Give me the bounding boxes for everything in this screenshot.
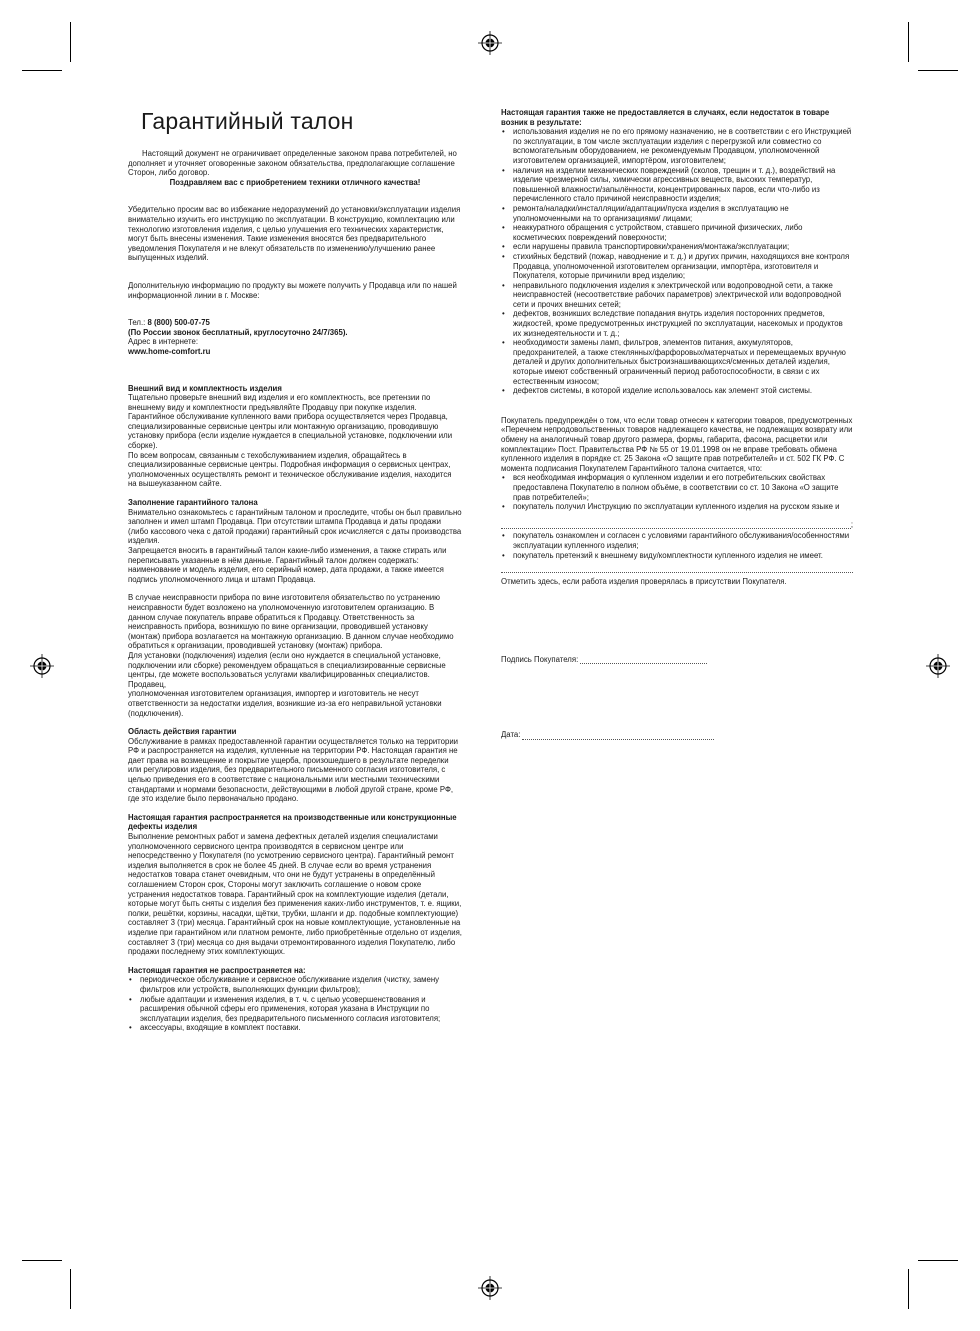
phone-line	[128, 318, 462, 328]
list-item: • необходимости замены ламп, фильтров, элементов питания, аккумуляторов, предохранителей, а также стеклянных/фарфоровых/матерчатых и перемещаемых вручную деталей и других дополнительных быстроизнашивающихся/сменных деталей изделия, которые имеют собственный ограниченный период работоспособности, в связи с их естественным износом;	[513, 338, 853, 386]
buyer-paragraph: Покупатель предупреждён о том, что если товар отнесен к категории товаров, предусмотренных «Перечнем непродовольственных товаров надлежащего качества, не подлежащих возврату или обмену на аналогичный товар другого размера, формы, габарита, фасона, расцветки или комплектации» Пост. Правительства РФ № 55 от 19.01.1998 он не вправе требовать обмена купленного изделия в порядке ст. 25 Закона «О защите прав потребителей» и ст. 502 ГК РФ. С момента подписания Покупателем Гарантийного талона считается, что:	[501, 415, 853, 473]
check-dotted-line[interactable]	[501, 560, 853, 573]
not-covered-heading: Настоящая гарантия не распространяется на:	[128, 965, 306, 975]
not-provided-list	[501, 127, 853, 396]
section-heading: Настоящая гарантия распространяется на производственные или конструкционные дефекты изделия	[128, 812, 457, 832]
list-item: • дефектов системы, в которой изделие использовалось как элемент этой системы.	[513, 386, 853, 396]
crop-mark	[22, 70, 62, 71]
right-column	[501, 108, 853, 740]
signature-label: Подпись Покупателя:	[501, 654, 579, 664]
crop-mark	[70, 1269, 71, 1309]
crop-mark	[908, 1269, 909, 1309]
web-address: www.home-comfort.ru	[128, 346, 211, 356]
congrats-text: Поздравляем вас с приобретением техники отличного качества!	[169, 177, 421, 187]
registration-mark-icon	[478, 31, 502, 55]
section-paragraph: уполномоченная изготовителем организация, импортер и изготовитель не несут ответственности за недостатки изделия, возникшие из-за его неправильной установки (подключения).	[128, 689, 442, 718]
list-item: • покупатель претензий к внешнему виду/комплектности купленного изделия не имеет.	[513, 551, 853, 561]
section-paragraph: Запрещается вносить в гарантийный талон какие-либо изменения, а также стирать или переписывать указанные в нём данные. Гарантийный талон должен содержать: наименование и модель изделия, его серийный номер, дата продажи, а также имеется подпись уполномоченного лица и штамп Продавца.	[128, 546, 447, 584]
crop-mark	[908, 22, 909, 62]
crop-mark	[70, 22, 71, 62]
date-dotted-line[interactable]	[522, 732, 714, 740]
list-item: • покупатель ознакомлен и согласен с условиями гарантийного обслуживания/особенностями эксплуатации купленного изделия;	[513, 531, 853, 550]
phone-number: 8 (800) 500-07-75	[147, 318, 210, 328]
registration-mark-icon	[926, 654, 950, 678]
section-paragraph: В случае неисправности прибора по вине изготовителя обязательство по устранению неисправности будет возложено на уполномоченную изготовителем организацию. В данном случае покупатель вправе обратиться к Продавцу. Ответственность за неисправность прибора, возникшую по вине организации, проводившей установку (монтаж) прибора возлагается на монтажную организацию. В данном случае необходимо обратиться к организации, проводившей установку (монтаж) прибора.	[128, 593, 454, 651]
section-paragraph: Внимательно ознакомьтесь с гарантийным талоном и проследите, чтобы он был правильно заполнен и имел штамп Продавца. При отсутствии штампа Продавца и даты продажи (либо кассового чека с датой продажи) гарантийный срок исчисляется с даты производства изделия.	[128, 507, 462, 546]
page-title: Гарантийный талон	[141, 108, 354, 134]
list-item: • использования изделия не по его прямому назначению, не в соответствии с его Инструкцией по эксплуатации, в том числе эксплуатации изделия с перегрузкой или совместно со вспомогательным оборудованием, не рекомендуемым Продавцом, уполномоченной изготовителем организацией, импортёром, изготовителем;	[513, 127, 853, 165]
section-paragraph: Для установки (подключения) изделия (если оно нуждается в специальной установке, подключении или сборке) рекомендуем обращаться в специализированные сервисные центры, где можете воспользоваться услугами квалифицированных специалистов. Продавец,	[128, 650, 446, 689]
list-item: • периодическое обслуживание и сервисное обслуживание изделия (чистку, замену фильтров или устройств, выполняющих функции фильтров);	[140, 975, 462, 994]
list-item: • стихийных бедствий (пожар, наводнение и т. д.) и других причин, находящихся вне контроля Продавца, уполномоченной изготовителем организации, импортёра, изготовителя и Покупателя, которые причинили вред изделию;	[513, 252, 853, 281]
section-paragraph: Выполнение ремонтных работ и замена дефектных деталей изделия специалистами уполномоченного сервисного центра производятся в сервисном центре или непосредственно у Покупателя (по усмотрению сервисного центра). Гарантийный ремонт изделия выполняется в срок не более 45 дней. В случае если во время устранения недостатков товара станет очевидным, что они не будут устранены в определённый соглашением Сторон срок, Стороны могут заключить соглашение о новом сроке устранения недостатков товара. Гарантийный срок на комплектующие изделия (детали, которые могут быть сняты с изделия без применения каких-либо инструментов, т. е. ящики, полки, решётки, корзины, насадки, щётки, трубки, шланги и др. подобные комплектующие) составляет 3 (три) месяца. Гарантийный срок на новые комплектующие, установленные на изделие при гарантийном или платном ремонте, либо приобретённые отдельно от изделия, составляет 3 (три) месяца со дня выдачи отремонтированного изделия Покупателю, либо продажи последнему этих комплектующих.	[128, 832, 462, 957]
section-heading: Область действия гарантии	[128, 727, 237, 737]
phone-label: Тел.:	[128, 318, 148, 328]
check-note: Отметить здесь, если работа изделия проверялась в присутствии Покупателя.	[501, 577, 787, 587]
registration-mark-icon	[30, 654, 54, 678]
web-label: Адрес в интернете:	[128, 337, 198, 347]
signature-dotted-line[interactable]	[580, 656, 707, 664]
crop-mark	[22, 1260, 62, 1261]
phone-note: (По России звонок бесплатный, круглосуточно 24/7/365).	[128, 327, 348, 337]
section-heading: Внешний вид и комплектность изделия	[128, 383, 282, 393]
date-field[interactable]	[501, 730, 853, 740]
section-paragraph: По всем вопросам, связанным с техобслуживанием изделия, обращайтесь в специализированные сервисные центры. Подробная информация о сервисных центрах, уполномоченных осуществлять ремонт и техническое обслуживание изделия, находится на вышеуказанном сайте.	[128, 450, 452, 489]
intro-text: Настоящий документ не ограничивает определенные законом права потребителей, но дополняет и уточняет оговоренные законом обязательства, предполагающие соглашение Сторон, либо договор.	[128, 149, 457, 178]
language-dotted-line[interactable]	[501, 520, 853, 530]
signature-field[interactable]	[501, 655, 853, 665]
list-item: • наличия на изделии механических повреждений (сколов, трещин и т. д.), воздействий на изделие чрезмерной силы, химически агрессивных веществ, высоких температур, повышенной влажности/запылённости, концентрированных паров, если что-либо из перечисленного стало причиной неисправности изделия;	[513, 166, 853, 204]
list-item: • если нарушены правила транспортировки/хранения/монтажа/эксплуатации;	[513, 242, 853, 252]
section-heading: Заполнение гарантийного талона	[128, 498, 258, 508]
warning-text: Убедительно просим вас во избежание недоразумений до установки/эксплуатации изделия внимательно изучить его инструкцию по эксплуатации. В конструкцию, комплектацию или технологию изготовления изделия, с целью улучшения его технических характеристик, могут быть внесены изменения. Такие изменения вносятся без предварительного уведомления Покупателя и не влекут обязательств по изменению/улучшению ранее выпущенных изделий.	[128, 205, 461, 263]
not-covered-list	[128, 975, 462, 1033]
list-item: • вся необходимая информация о купленном изделии и его потребительских свойствах предоставлена Покупателю в полном объёме, в соответствии со ст. 10 Закона «О защите прав потребителей»;	[513, 473, 853, 502]
list-item: • неправильного подключения изделия к электрической или водопроводной сети, а также неисправностей (несоответствие рабочих параметров) электрической или водопроводной сети и прочих внешних сетей;	[513, 281, 853, 310]
dotted-line-end: ;	[850, 519, 853, 529]
list-item: • любые адаптации и изменения изделия, в т. ч. с целью усовершенствования и расширения обычной сферы его применения, которая указана в Инструкции по эксплуатации изделия, без предварительного письменного согласия изготовителя;	[140, 995, 462, 1024]
list-item: • покупатель получил Инструкцию по эксплуатации купленного изделия на русском языке и	[513, 502, 853, 512]
list-item: • неаккуратного обращения с устройством, ставшего причиной физических, либо косметических повреждений поверхности;	[513, 223, 853, 242]
date-label: Дата:	[501, 730, 521, 740]
list-item: • ремонта/наладки/инсталляции/адаптации/пуска изделия в эксплуатацию не уполномоченными на то организациями/ лицами;	[513, 204, 853, 223]
left-column	[128, 108, 462, 1033]
section-paragraph: Тщательно проверьте внешний вид изделия и его комплектность, все претензии по внешнему виду и комплектности предъявляйте Продавцу при покупке изделия. Гарантийное обслуживание купленного вами прибора осуществляется через Продавца, специализированные сервисные центры или монтажную организацию, проводившую установку прибора (если изделие нуждается в специальной установке, подключении или сборке).	[128, 393, 453, 451]
buyer-list-2	[501, 531, 853, 560]
registration-mark-icon	[478, 1276, 502, 1300]
crop-mark	[918, 1260, 958, 1261]
crop-mark	[918, 70, 958, 71]
not-provided-heading: Настоящая гарантия также не предоставляется в случаях, если недостаток в товаре возник в результате:	[501, 108, 830, 127]
info-text: Дополнительную информацию по продукту вы можете получить у Продавца или по нашей информационной линии в г. Москве:	[128, 280, 457, 300]
list-item: • аксессуары, входящие в комплект поставки.	[140, 1023, 462, 1033]
buyer-list	[501, 473, 853, 511]
section-paragraph: Обслуживание в рамках предоставленной гарантии осуществляется только на территории РФ и распространяется на изделия, купленные на территории РФ. Настоящая гарантия не дает права на возмещение и покрытие ущерба, произошедшего в результате переделки или регулировки изделия, без предварительного письменного согласия изготовителя, с целью приведения его в соответствие с национальными или местными техническими стандартами и нормами безопасности, действующими в любой другой стране, кроме РФ, где это изделие было первоначально продано.	[128, 736, 459, 804]
list-item: • дефектов, возникших вследствие попадания внутрь изделия посторонних предметов, жидкостей, кроме предусмотренных инструкцией по эксплуатации, насекомых и продуктов их жизнедеятельности и т. д.;	[513, 309, 853, 338]
